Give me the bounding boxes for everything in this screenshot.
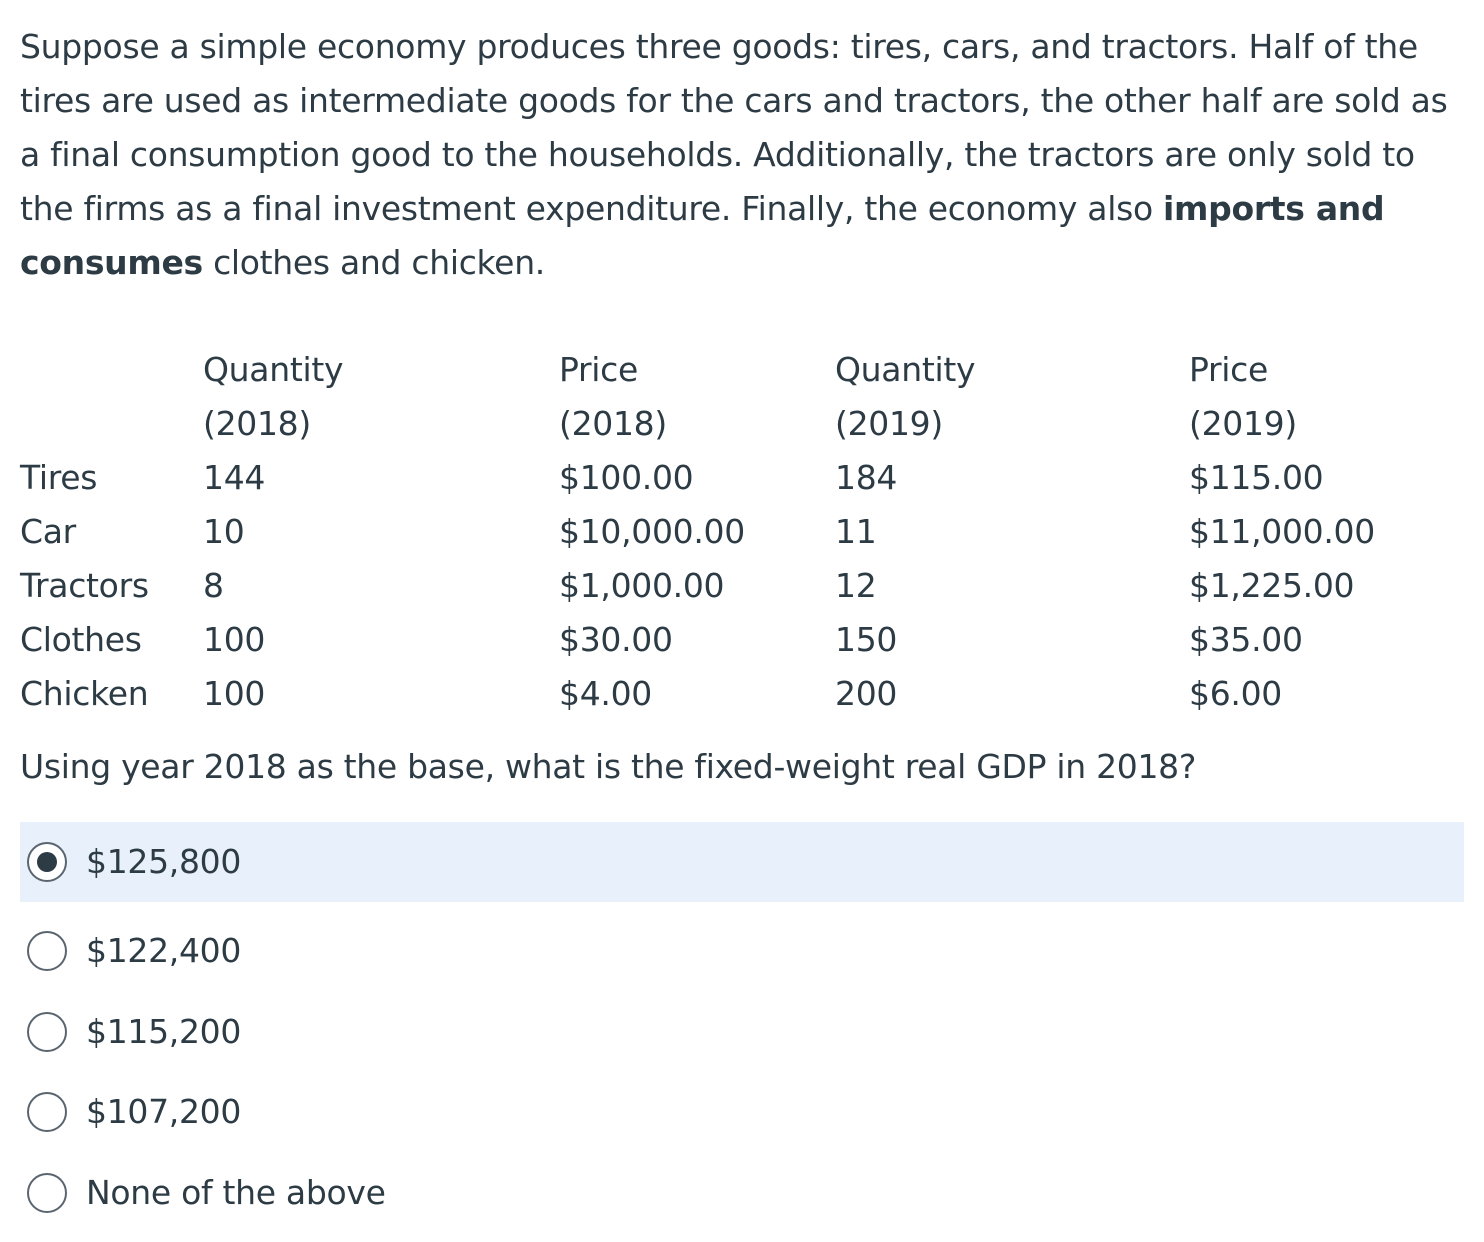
answer-option[interactable] (20, 992, 1464, 1072)
header-quantity-2019: Quantity (2019) (835, 350, 976, 443)
cell-q2019: 200 (835, 674, 898, 713)
cell-p2019: $6.00 (1189, 674, 1282, 713)
cell-p2019: $115.00 (1189, 458, 1324, 497)
intro-text-1: Suppose a simple economy produces three goods: tires, cars, and tractors. Half of the tires are used as intermediate goods for the cars and tractors, the other half are sold as a final consumption good to the households. Additionally, the tractors are only sold to the firms as a final investment expenditure. Finally, the economy also (20, 27, 1448, 228)
answer-label[interactable]: None of the above (86, 1173, 386, 1212)
question-text: Using year 2018 as the base, what is the fixed-weight real GDP in 2018? (20, 747, 1197, 786)
cell-p2019: $1,225.00 (1189, 566, 1355, 605)
radio-button[interactable] (27, 931, 67, 971)
radio-button[interactable] (27, 1092, 67, 1132)
row-good-tires: Tires (20, 458, 98, 497)
header-price-2018: Price (2018) (559, 350, 667, 443)
answer-option[interactable] (20, 1153, 1464, 1233)
intro-bold-text: imports and consumes (20, 189, 1385, 282)
radio-button[interactable] (27, 1012, 67, 1052)
header-quantity-2018: Quantity (2018) (203, 350, 344, 443)
cell-q2019: 184 (835, 458, 898, 497)
answer-label[interactable]: $122,400 (86, 931, 242, 970)
cell-p2018: $30.00 (559, 620, 673, 659)
answer-label[interactable]: $107,200 (86, 1092, 242, 1131)
cell-p2018: $4.00 (559, 674, 652, 713)
cell-p2019: $35.00 (1189, 620, 1303, 659)
cell-q2019: 11 (835, 512, 877, 551)
cell-q2018: 100 (203, 674, 266, 713)
cell-q2018: 10 (203, 512, 245, 551)
cell-q2018: 100 (203, 620, 266, 659)
cell-q2019: 12 (835, 566, 877, 605)
cell-p2019: $11,000.00 (1189, 512, 1375, 551)
radio-button-selected[interactable] (27, 842, 67, 882)
cell-q2018: 8 (203, 566, 224, 605)
answer-option[interactable] (20, 822, 1464, 902)
answer-option[interactable] (20, 911, 1464, 991)
cell-q2018: 144 (203, 458, 266, 497)
cell-p2018: $1,000.00 (559, 566, 725, 605)
row-good-car: Car (20, 512, 76, 551)
row-good-clothes: Clothes (20, 620, 142, 659)
row-good-chicken: Chicken (20, 674, 149, 713)
row-good-tractors: Tractors (20, 566, 149, 605)
cell-p2018: $100.00 (559, 458, 694, 497)
cell-p2018: $10,000.00 (559, 512, 745, 551)
question-intro (20, 20, 1460, 290)
answer-option[interactable] (20, 1072, 1464, 1152)
answer-label[interactable]: $125,800 (86, 842, 242, 881)
header-price-2019: Price (2019) (1189, 350, 1297, 443)
radio-dot-icon (37, 852, 57, 872)
cell-q2019: 150 (835, 620, 898, 659)
radio-button[interactable] (27, 1173, 67, 1213)
intro-text-2: clothes and chicken. (202, 243, 545, 282)
answer-label[interactable]: $115,200 (86, 1012, 242, 1051)
